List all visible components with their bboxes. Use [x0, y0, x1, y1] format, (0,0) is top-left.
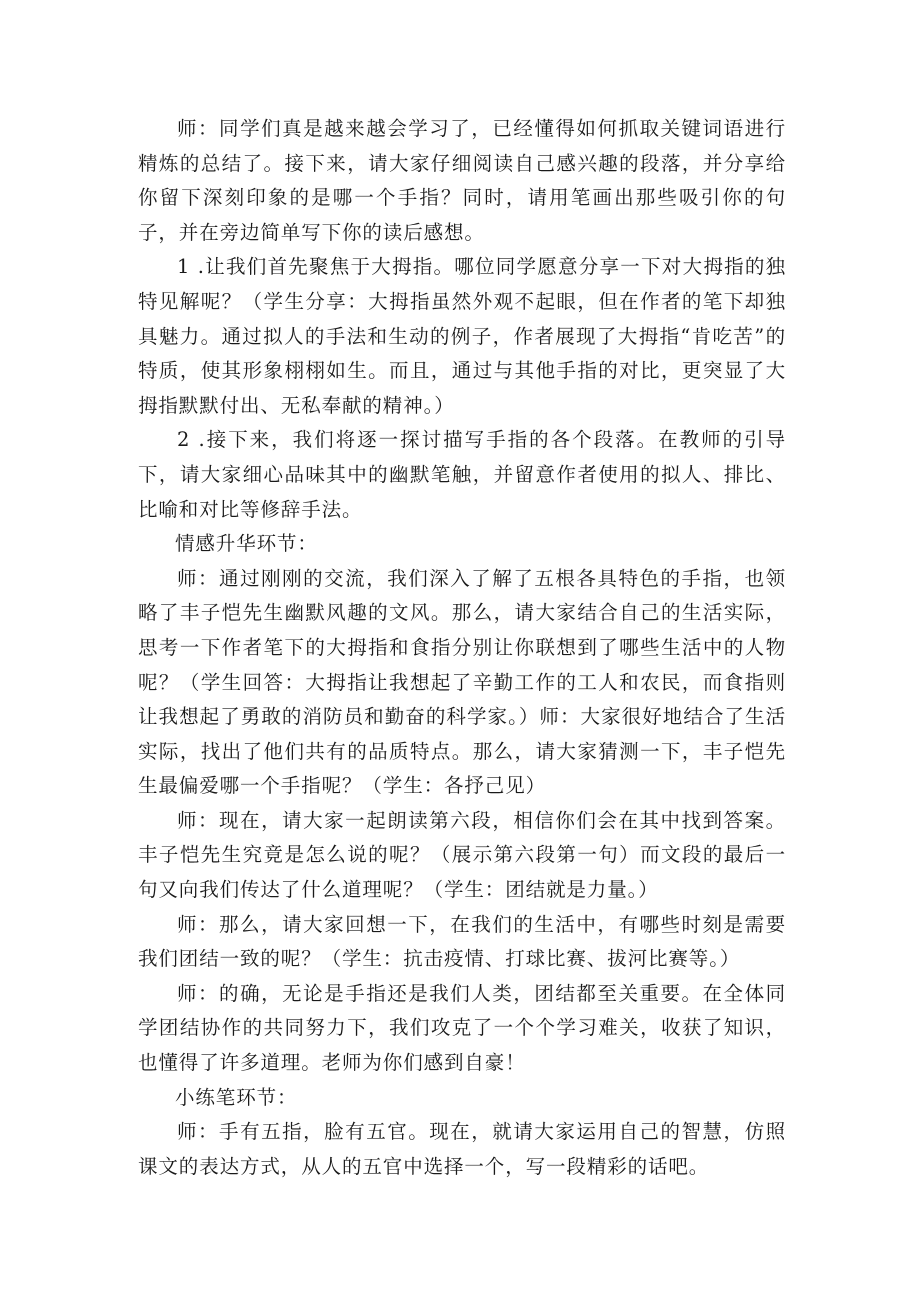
section-heading-emotion: 情感升华环节：	[175, 532, 318, 556]
paragraph-fingers: 2 .接下来，我们将逐一探讨描写手指的各个段落。在教师的引导下，请大家细心品味其中的幽默笔触，并留意作者使用的拟人、排比、比喻和对比等修辞手法。	[138, 428, 786, 521]
paragraph-intro: 师：同学们真是越来越会学习了，已经懂得如何抓取关键词语进行精炼的总结了。接下来，请大家仔细阅读自己感兴趣的段落，并分享给你留下深刻印象的是哪一个手指？同时，请用笔画出那些吸引你的句子，并在旁边简单写下你的读后感想。	[138, 117, 786, 244]
paragraph-discussion: 师：通过刚刚的交流，我们深入了解了五根各具特色的手指，也领略了丰子恺先生幽默风趣的文风。那么，请大家结合自己的生活实际，思考一下作者笔下的大拇指和食指分别让你联想到了哪些生活中的人物呢？（学生回答：大拇指让我想起了辛勤工作的工人和农民，而食指则让我想起了勇敢的消防员和勤奋的科学家。）师：大家很好地结合了生活实际，找出了他们共有的品质特点。那么，请大家猜测一下，丰子恺先生最偏爱哪一个手指呢？（学生：各抒己见）	[138, 566, 786, 798]
paragraph-thumb: 1 .让我们首先聚焦于大拇指。哪位同学愿意分享一下对大拇指的独特见解呢？（学生分享：大拇指虽然外观不起眼，但在作者的笔下却独具魅力。通过拟人的手法和生动的例子，作者展现了大拇指“肯吃苦”的特质，使其形象栩栩如生。而且，通过与其他手指的对比，更突显了大拇指默默付出、无私奉献的精神。）	[138, 255, 786, 417]
paragraph-exercise: 师：手有五指，脸有五官。现在，就请大家运用自己的智慧，仿照课文的表达方式，从人的五官中选择一个，写一段精彩的话吧。	[138, 1120, 786, 1178]
document-page	[138, 112, 786, 1184]
paragraph-conclusion: 师：的确，无论是手指还是我们人类，团结都至关重要。在全体同学团结协作的共同努力下，我们攻克了一个个学习难关，收获了知识，也懂得了许多道理。老师为你们感到自豪！	[138, 981, 786, 1075]
section-heading-writing: 小练笔环节：	[175, 1085, 298, 1109]
paragraph-reading: 师：现在，请大家一起朗读第六段，相信你们会在其中找到答案。丰子恺先生究竟是怎么说的呢？（展示第六段第一句）而文段的最后一句又向我们传达了什么道理呢？（学生：团结就是力量。）	[138, 808, 786, 902]
paragraph-unity: 师：那么，请大家回想一下，在我们的生活中，有哪些时刻是需要我们团结一致的呢？（学生：抗击疫情、打球比赛、拔河比赛等。）	[138, 912, 786, 971]
